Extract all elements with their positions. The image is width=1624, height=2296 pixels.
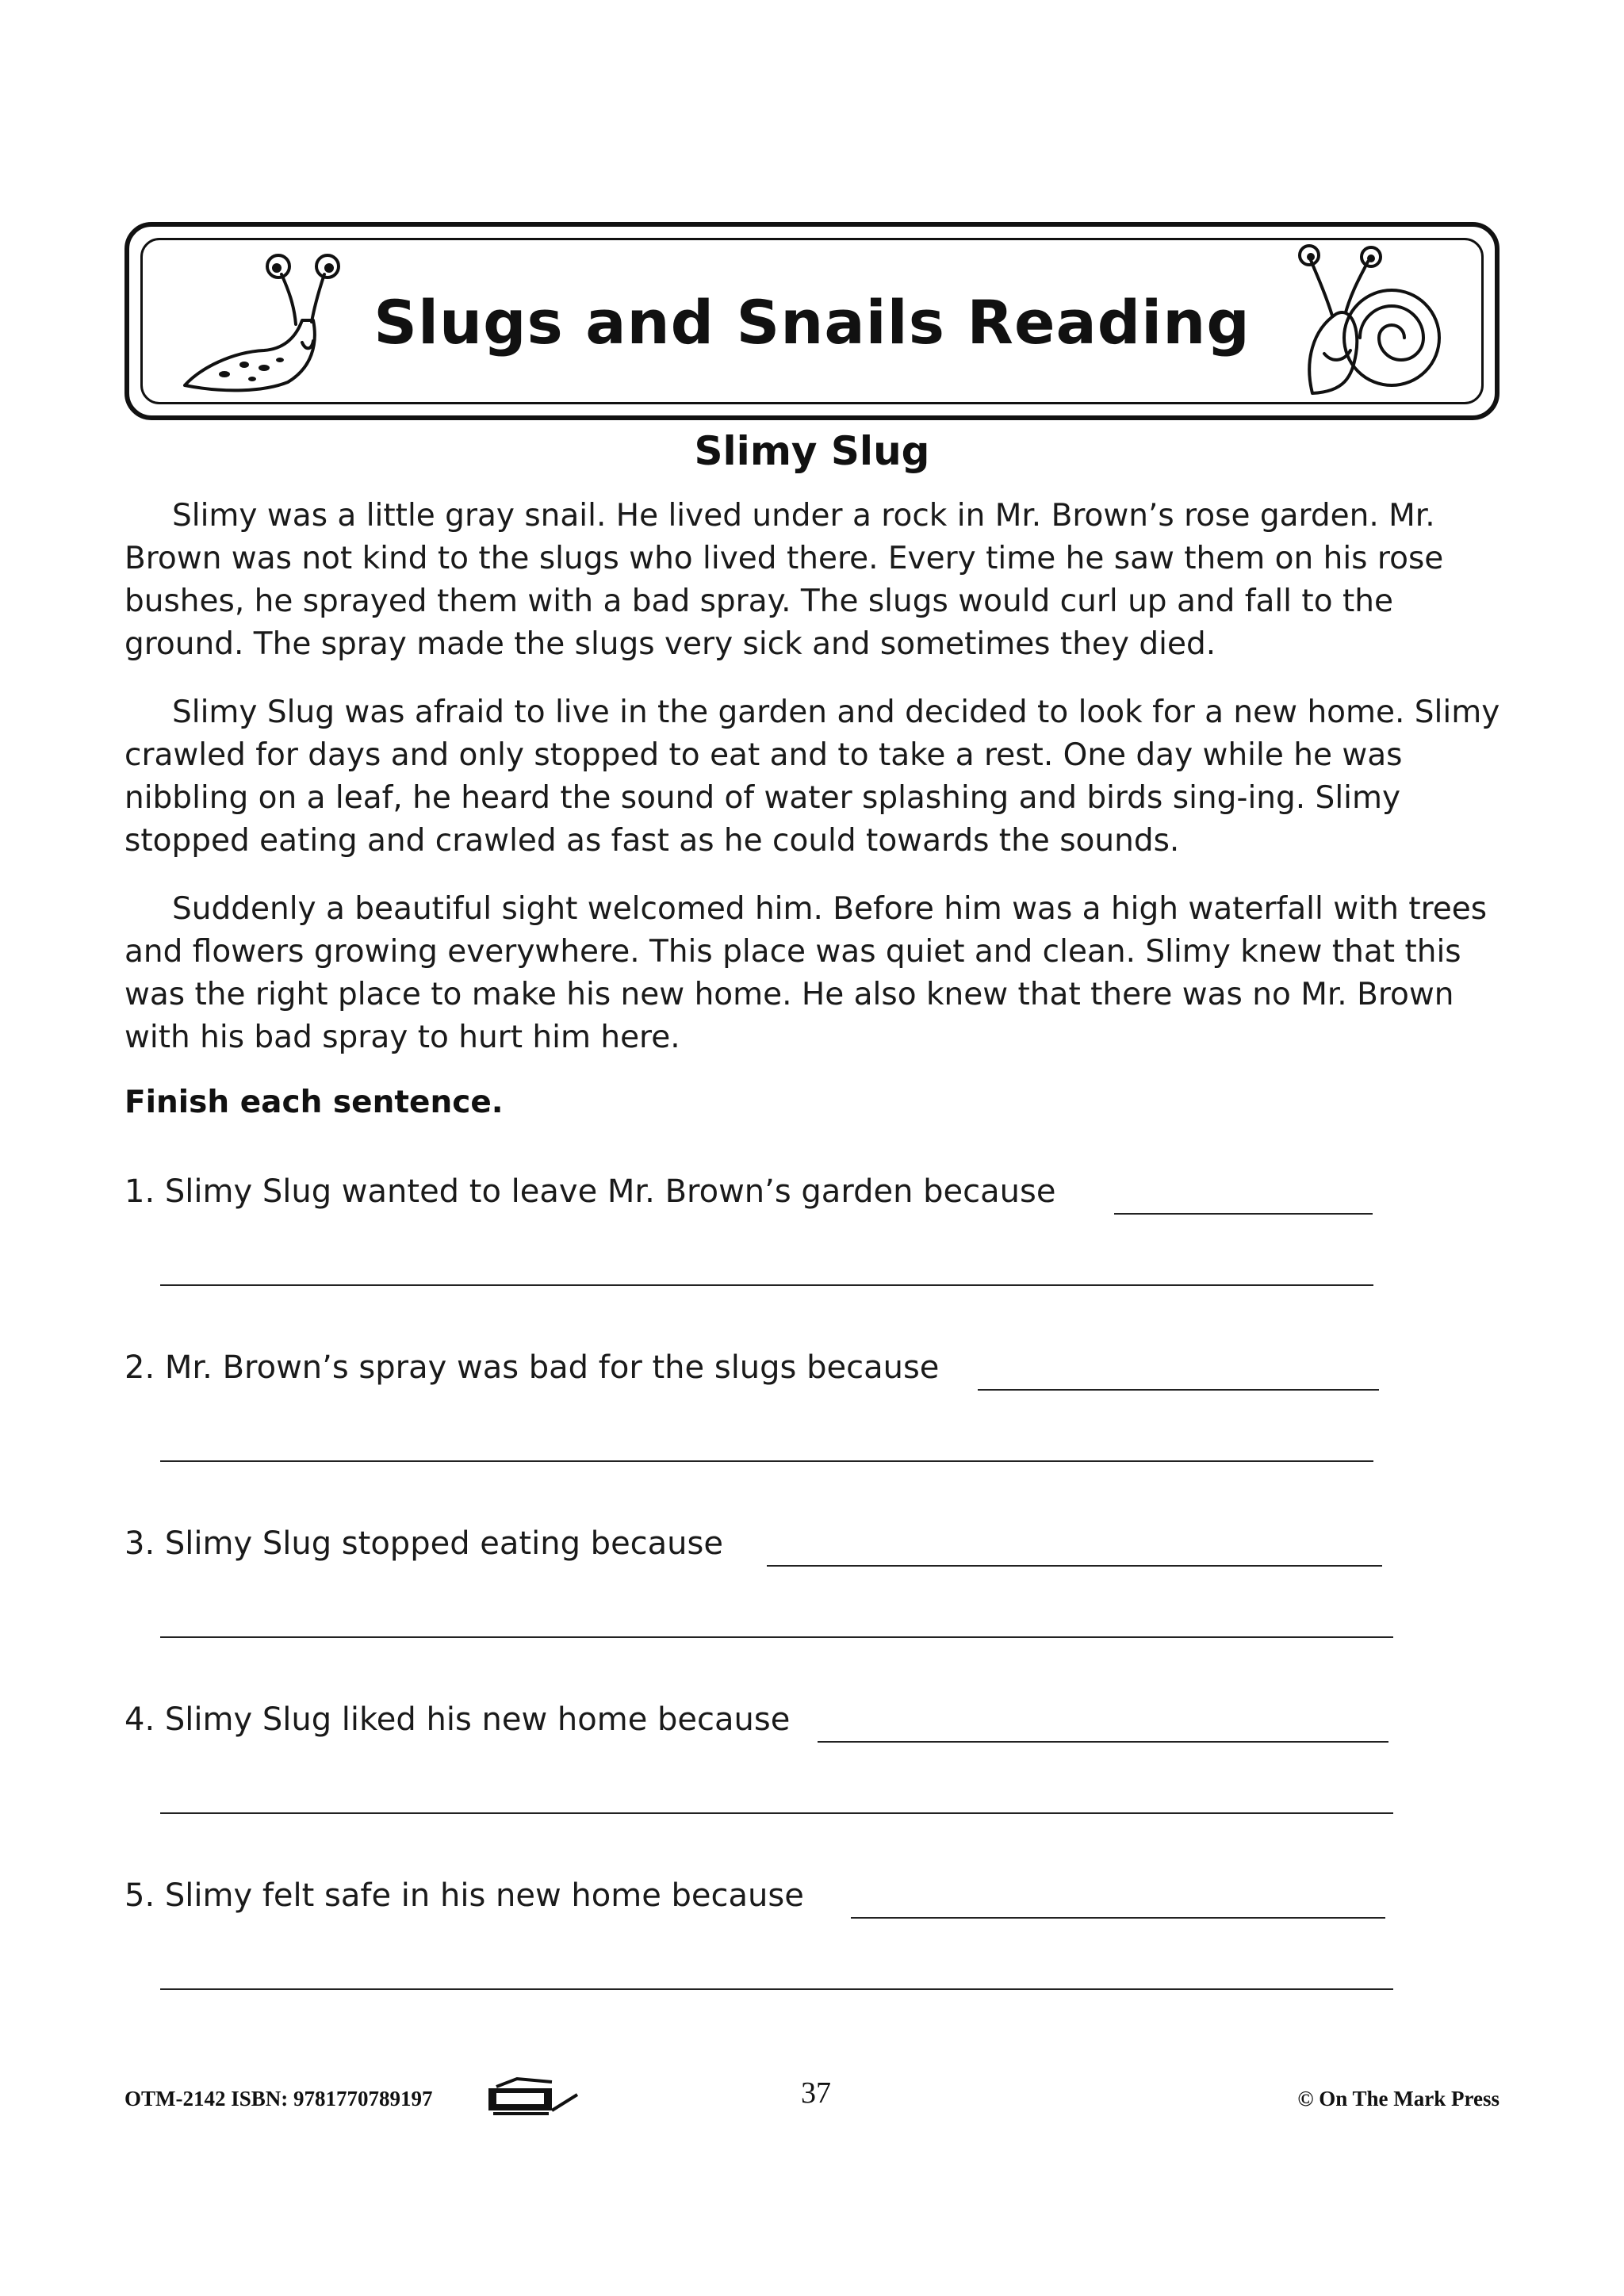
answer-line[interactable] (160, 1636, 1393, 1638)
question-text: 1. Slimy Slug wanted to leave Mr. Brown’s garden because (124, 1173, 1056, 1210)
question-4 (124, 1701, 1393, 1749)
answer-line[interactable] (818, 1741, 1388, 1743)
page-title: Slugs and Snails Reading (373, 287, 1251, 358)
story-text (124, 495, 1500, 1085)
question-text: 4. Slimy Slug liked his new home because (124, 1701, 791, 1738)
question-text: 3. Slimy Slug stopped eating because (124, 1525, 723, 1562)
answer-line[interactable] (160, 1284, 1373, 1286)
answer-line[interactable] (1114, 1213, 1373, 1215)
page-number: 37 (801, 2076, 831, 2110)
question-text: 2. Mr. Brown’s spray was bad for the slugs because (124, 1349, 940, 1386)
page-footer (124, 2076, 1500, 2123)
instructions: Finish each sentence. (124, 1085, 504, 1120)
answer-line[interactable] (160, 1460, 1373, 1462)
copyright: © On The Mark Press (1297, 2087, 1500, 2110)
answer-line[interactable] (160, 1988, 1393, 1990)
answer-line[interactable] (978, 1389, 1379, 1391)
answer-line[interactable] (851, 1917, 1385, 1919)
snail-illustration (1289, 243, 1455, 401)
question-1 (124, 1173, 1393, 1221)
copier-icon (485, 2076, 580, 2117)
question-5 (124, 1877, 1393, 1925)
question-text: 5. Slimy felt safe in his new home because (124, 1877, 804, 1914)
story-paragraph: Suddenly a beautiful sight welcomed him. Before him was a high waterfall with trees and flowers growing everywhere. This place was quiet and clean. Slimy knew that this was the right place to make his new home. He also knew that there was no Mr. Brown with his bad spray to hurt him here. (124, 891, 1488, 1055)
story-paragraph: Slimy Slug was afraid to live in the garden and decided to look for a new home. Slimy crawled for days and only stopped to eat and to take a rest. One day while he was nibbling on a leaf, he heard the sound of water splashing and birds sing-ing. Slimy stopped eating and crawled as fast as he could towards the sounds. (124, 695, 1500, 859)
story-title: Slimy Slug (694, 428, 930, 474)
answer-line[interactable] (767, 1565, 1382, 1567)
question-2 (124, 1349, 1393, 1397)
title-banner (124, 222, 1500, 420)
question-3 (124, 1525, 1393, 1573)
footer-code: OTM-2142 ISBN: 9781770789197 (124, 2087, 433, 2110)
story-paragraph: Slimy was a little gray snail. He lived under a rock in Mr. Brown’s rose garden. Mr. Brown was not kind to the slugs who lived there. Every time he saw them on his rose bushes, he sprayed them with a bad spray. The slugs would curl up and fall to the ground. The spray made the slugs very sick and sometimes they died. (124, 498, 1444, 662)
answer-line[interactable] (160, 1812, 1393, 1814)
